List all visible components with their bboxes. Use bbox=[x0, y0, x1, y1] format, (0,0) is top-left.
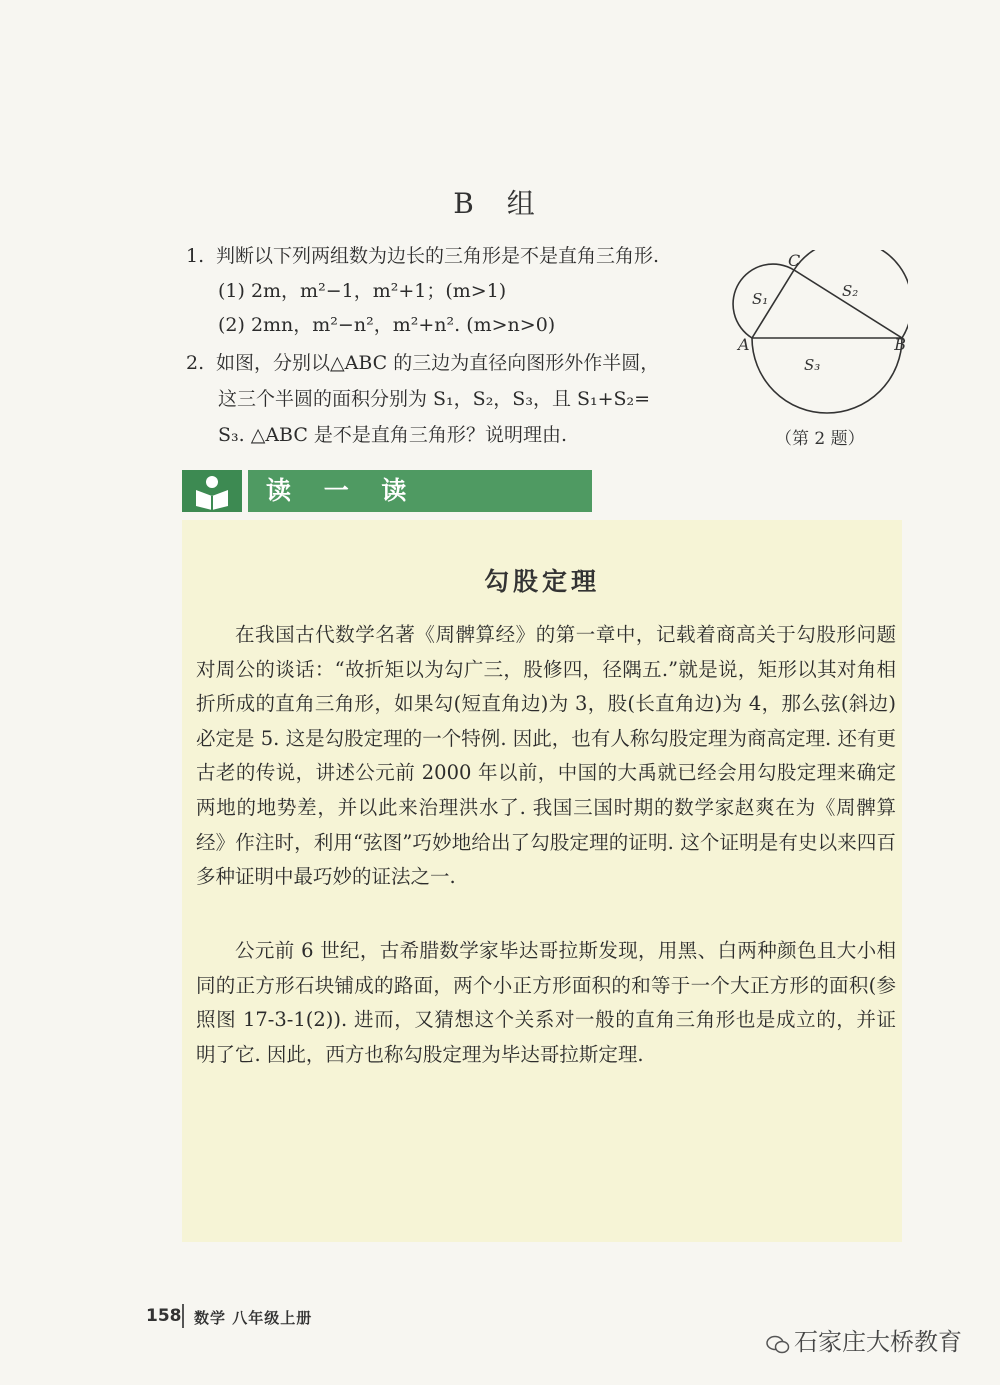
reading-title: 勾股定理 bbox=[483, 567, 600, 596]
figure-caption: （第 2 题） bbox=[775, 429, 865, 449]
question-1-part-1: (1) 2m，m²−1，m²+1；(m>1) bbox=[218, 280, 507, 302]
label-s2: S₂ bbox=[842, 282, 859, 300]
question-1-part-2: (2) 2mn，m²−n²，m²+n². (m>n>0) bbox=[218, 314, 556, 336]
question-2-line-3: S₃. △ABC 是不是直角三角形？说明理由. bbox=[218, 424, 567, 446]
book-reader-icon bbox=[182, 470, 242, 512]
group-title: B 组 bbox=[453, 187, 547, 220]
triangle-abc bbox=[752, 270, 902, 338]
watermark bbox=[766, 1322, 962, 1357]
question-1-prompt bbox=[186, 243, 659, 269]
question-2-line-1 bbox=[186, 350, 659, 376]
question-number: 2. bbox=[186, 352, 205, 374]
footer-divider bbox=[182, 1304, 184, 1328]
book-title: 数学 八年级上册 bbox=[194, 1309, 313, 1327]
watermark-text: 石家庄大桥教育 bbox=[794, 1328, 962, 1356]
banner-label: 读 一 读 bbox=[248, 470, 592, 512]
label-s3: S₃ bbox=[804, 356, 821, 374]
label-s1: S₁ bbox=[752, 290, 769, 308]
question-number: 1. bbox=[186, 245, 205, 267]
question-text: 如图，分别以△ABC 的三边为直径向图形外作半圆， bbox=[216, 352, 660, 374]
reading-paragraph-1: 在我国古代数学名著《周髀算经》的第一章中，记载着商高关于勾股形问题对周公的谈话：“故折矩以为勾广三，股修四，径隅五.”就是说，矩形以其对角相折所成的直角三角形，如果勾(短直角边)为 3，股(长直角边)为 4，那么弦(斜边)必定是 5. 这是勾股定理的一个特例. 因此，也有人称勾股定理为商高定理. 还有更古老的传说，讲述公元前 2000 年以前，中国的大禹就已经会用勾股定理来确定两地的地势差，并以此来治理洪水了. 我国三国时期的数学家赵爽在为《周髀算经》作注时，利用“弦图”巧妙地给出了勾股定理的证明. 这个证明是有史以来四百多种证明中最巧妙的证法之一. bbox=[196, 623, 896, 889]
reading-paragraph-2: 公元前 6 世纪，古希腊数学家毕达哥拉斯发现，用黑、白两种颜色且大小相同的正方形石块铺成的路面，两个小正方形面积的和等于一个大正方形的面积(参照图 17-3-1(2)). 进而，又猜想这个关系对一般的直角三角形也是成立的，并证明了它. 因此，西方也称勾股定理为毕达哥拉斯定理. bbox=[196, 939, 896, 1066]
question-text: 判断以下列两组数为边长的三角形是不是直角三角形. bbox=[216, 245, 660, 267]
page-number: 158 bbox=[146, 1306, 182, 1326]
label-c: C bbox=[788, 251, 801, 270]
label-b: B bbox=[894, 335, 906, 354]
label-a: A bbox=[738, 335, 750, 354]
semicircle-ab bbox=[752, 338, 902, 413]
question-2-line-2: 这三个半圆的面积分别为 S₁，S₂，S₃，且 S₁+S₂= bbox=[218, 388, 651, 410]
wechat-icon bbox=[766, 1333, 790, 1353]
semicircles-figure bbox=[728, 250, 908, 450]
